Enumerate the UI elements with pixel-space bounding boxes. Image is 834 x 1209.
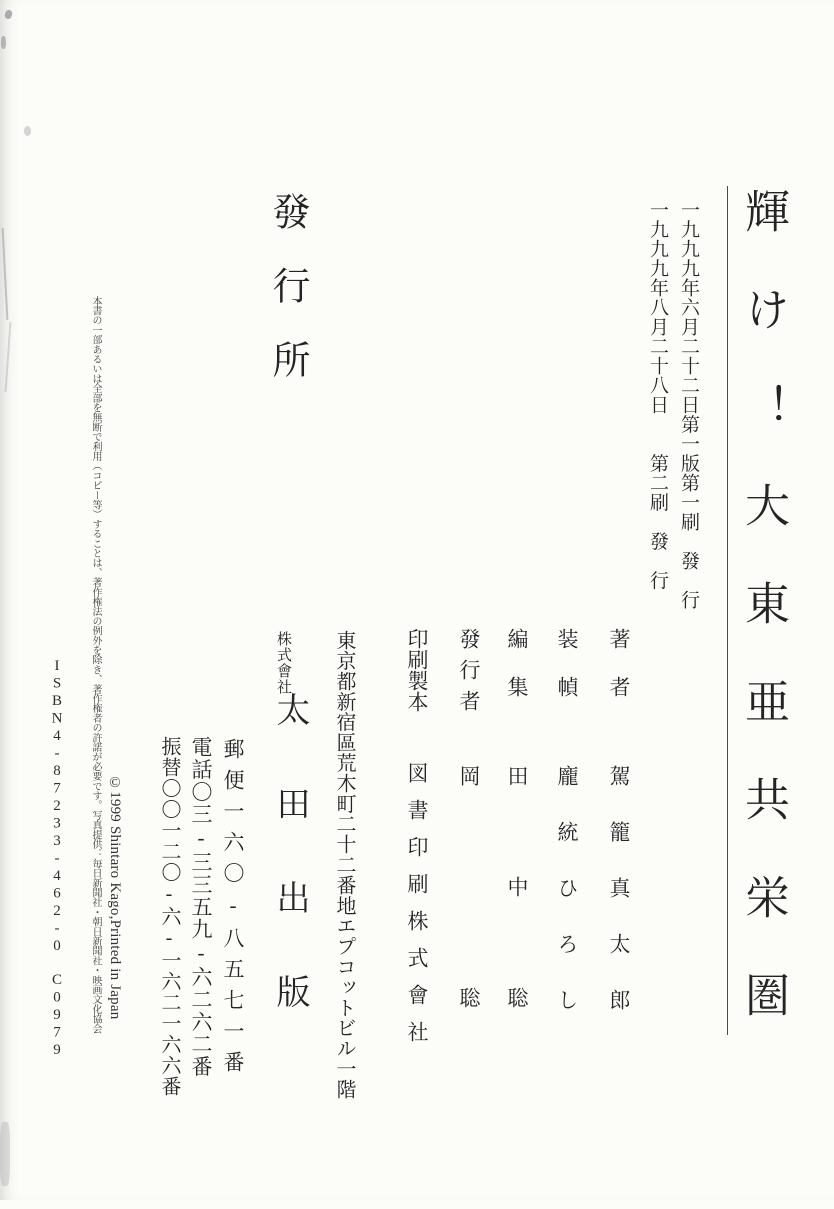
publisher-phone-number: 電話〇三-三三五九-六二六二番 [189,736,213,1078]
author-name: 駕籠真太郎 [607,765,631,1045]
author-role-label: 著者 [607,628,631,724]
publisher-address: 東京都新宿區荒木町二十二番地エプコットビル一階 [333,630,355,1100]
isbn-code: ISBN4-87233-462-0 C0979 [49,658,65,1060]
edition-line-second-printing: 一九九九年八月二十八日 第二刷 發 行 [647,200,668,590]
publisher-postal-code: 郵便一六〇-八五七一番 [221,738,245,1082]
copyright-notice: 本書の一部あるいは全部を無断で利用（コピー等）することは、著作権法の例外を除き、著作権者の許諾が必要です。写真提供：毎日新聞社・朝日新聞社・映画文化協会 [90,296,101,1034]
editor-role-label: 編集 [505,628,529,724]
cover-design-role-label: 装幀 [555,628,579,724]
title-divider-rule [727,186,728,1035]
publisher-corporate-form: 株式會社 [275,631,291,695]
cover-designer-name: 龐統ひろし [555,765,579,1045]
editor-name: 田中聡 [505,765,529,1098]
issuer-name: 岡聡 [457,765,481,1209]
book-title: 輝け！大東亜共栄圏 [738,188,788,1070]
printing-company-name: 図書印刷株式會社 [405,762,429,1058]
publisher-name: 太田出版 [271,692,308,1068]
publisher-section-heading: 發行所 [266,192,308,414]
edition-line-first-printing: 一九九九年六月二十二日第一版第一刷 發 行 [678,200,699,610]
publisher-transfer-account: 振替〇〇一二〇-六-一六二一六六番 [158,736,180,1097]
printing-binding-role-label: 印刷製本 [405,628,429,712]
copyright-line: ©1999 Shintaro Kago,Printed in Japan [107,775,123,1020]
issuer-role-label: 發行者 [457,628,481,721]
